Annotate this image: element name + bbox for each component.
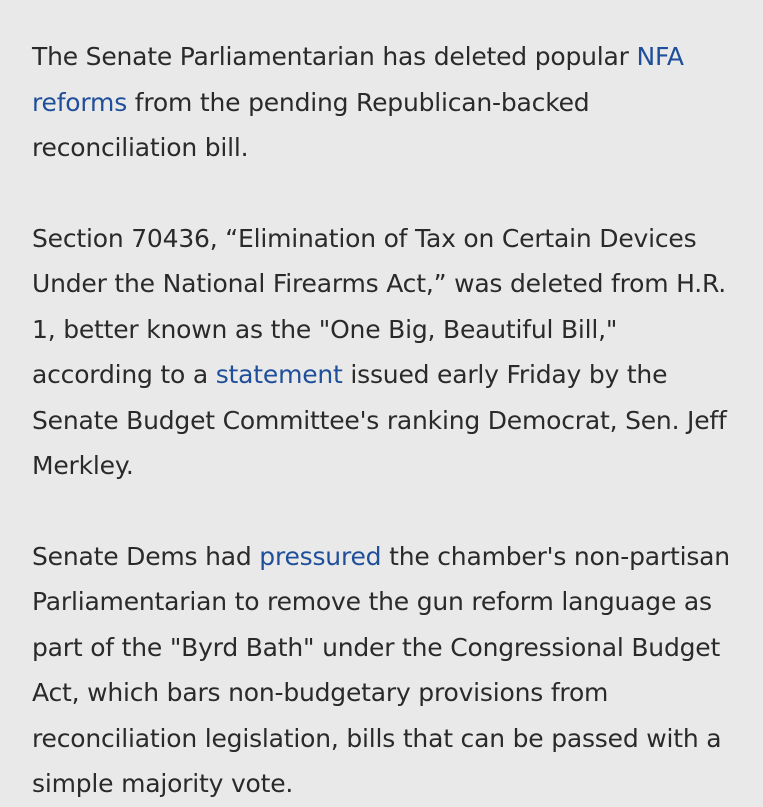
paragraph-3-text-end: the chamber's non-partisan Parliamentarian to remove the gun reform language as part of the "Byrd Bath" under the Congressional Budget Act, which bars non-budgetary provisions from reconciliation legislation, bills that can be passed with a simple majority vote. xyxy=(32,541,730,798)
article-body xyxy=(32,34,732,807)
paragraph-2-text-start: Section 70436, “Elimination of Tax on Certain Devices Under the National Firearms Act,” was deleted from H.R. 1, better known as the "One Big, Beautiful Bill," according to a xyxy=(32,223,727,389)
paragraph-2 xyxy=(32,216,732,489)
nfa-reforms-link[interactable]: NFA reforms xyxy=(32,42,684,117)
paragraph-2-text-end: issued early Friday by the Senate Budget Committee's ranking Democrat, Sen. Jeff Merkley. xyxy=(32,360,727,480)
paragraph-1-text-start: The Senate Parliamentarian has deleted popular xyxy=(32,42,637,71)
paragraph-3-text-start: Senate Dems had xyxy=(32,541,260,571)
paragraph-1 xyxy=(32,34,732,171)
paragraph-1-text-end: from the pending Republican-backed reconciliation bill. xyxy=(32,87,590,162)
pressured-link[interactable]: pressured xyxy=(259,541,382,571)
paragraph-3 xyxy=(32,534,732,807)
statement-link[interactable]: statement xyxy=(215,360,343,389)
